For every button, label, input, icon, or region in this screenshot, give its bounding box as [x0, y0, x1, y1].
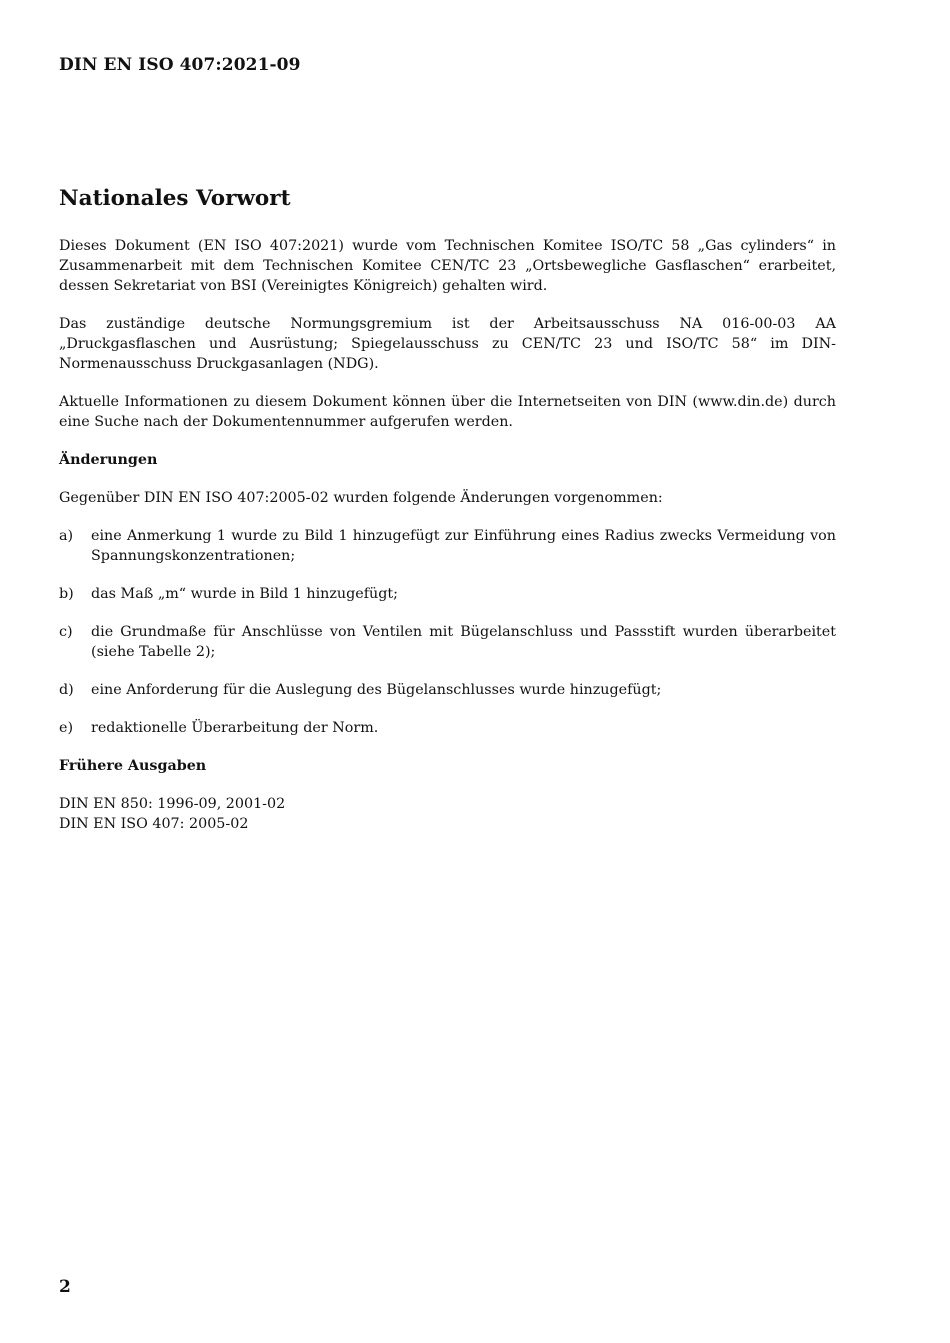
list-marker: e) [59, 719, 74, 736]
paragraph-information: Aktuelle Informationen zu diesem Dokument können über die Internetseiten von DIN (www.din.de) durch eine Suche nach der Dokumentennummer aufgerufen werden. [59, 393, 836, 430]
list-item [59, 680, 836, 700]
list-item-text: redaktionelle Überarbeitung der Norm. [91, 719, 379, 736]
list-marker: d) [59, 681, 74, 698]
page-content [59, 186, 836, 834]
list-item-text: eine Anforderung für die Auslegung des Bügelanschlusses wurde hinzugefügt; [91, 681, 662, 698]
section-title: Nationales Vorwort [59, 186, 291, 211]
previous-editions-list [59, 794, 836, 834]
list-item [59, 718, 836, 738]
previous-edition-line: DIN EN 850: 1996-09, 2001-02 [59, 795, 286, 812]
list-item-text: eine Anmerkung 1 wurde zu Bild 1 hinzugefügt zur Einführung eines Radius zwecks Vermeidung von Spannungskonzentrationen; [91, 527, 836, 564]
changes-list [59, 526, 836, 738]
list-item-text: die Grundmaße für Anschlüsse von Ventilen mit Bügelanschluss und Passstift wurden überarbeitet (siehe Tabelle 2); [91, 623, 836, 660]
list-item-text: das Maß „m“ wurde in Bild 1 hinzugefügt; [91, 585, 398, 602]
changes-intro: Gegenüber DIN EN ISO 407:2005-02 wurden folgende Änderungen vorgenommen: [59, 489, 663, 506]
list-item [59, 526, 836, 566]
paragraph-committee: Dieses Dokument (EN ISO 407:2021) wurde vom Technischen Komitee ISO/TC 58 „Gas cylinders“ in Zusammenarbeit mit dem Technischen Komitee CEN/TC 23 „Ortsbewegliche Gasflaschen“ erarbeitet, dessen Sekretariat von BSI (Vereinigtes Königreich) gehalten wird. [59, 237, 836, 294]
list-marker: c) [59, 623, 73, 640]
list-marker: b) [59, 585, 74, 602]
list-item [59, 584, 836, 604]
previous-editions-heading: Frühere Ausgaben [59, 757, 207, 774]
list-marker: a) [59, 527, 74, 544]
list-item [59, 622, 836, 662]
changes-heading: Änderungen [59, 451, 158, 468]
page-number: 2 [59, 1277, 71, 1297]
previous-edition-line: DIN EN ISO 407: 2005-02 [59, 815, 249, 832]
document-id-header: DIN EN ISO 407:2021-09 [59, 55, 301, 75]
paragraph-working-committee: Das zuständige deutsche Normungsgremium ist der Arbeitsausschuss NA 016-00-03 AA „Druckgasflaschen und Ausrüstung; Spiegelausschuss zu CEN/TC 23 und ISO/TC 58“ im DIN-Normenausschuss Druckgasanlagen (NDG). [59, 315, 836, 372]
